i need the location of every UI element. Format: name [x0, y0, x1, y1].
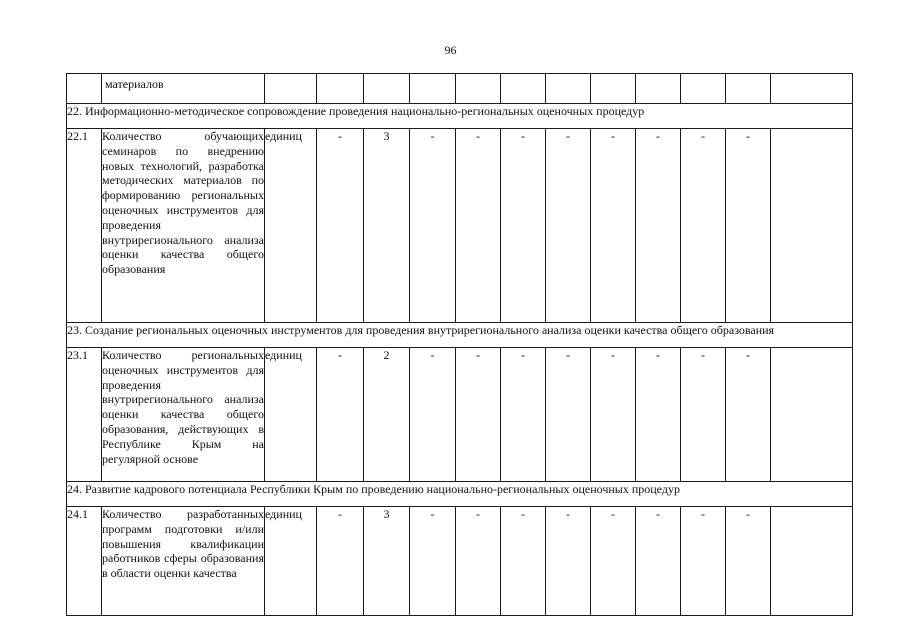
row-value-cell: - — [456, 129, 501, 323]
row-value-cell: - — [726, 348, 771, 482]
row-value-cell: - — [501, 348, 546, 482]
row-value-cell: - — [546, 507, 591, 616]
row-value-cell: - — [726, 507, 771, 616]
table-row — [67, 348, 853, 482]
row-value-cell — [771, 348, 853, 482]
section-header-row — [67, 482, 853, 507]
row-value-cell: - — [317, 129, 364, 323]
row-value-cell: - — [591, 507, 636, 616]
row-value-cell: - — [410, 348, 456, 482]
cell — [501, 74, 546, 104]
row-value-cell: - — [636, 129, 681, 323]
section-header-row — [67, 104, 853, 129]
cell — [681, 74, 726, 104]
section-title: 22. Информационно-методическое сопровождение проведения национально-региональных оценочных процедур — [67, 104, 853, 129]
row-value-cell: 3 — [364, 507, 410, 616]
section-header-row — [67, 323, 853, 348]
row-value-cell: - — [317, 507, 364, 616]
row-value-cell: - — [681, 507, 726, 616]
cell — [771, 74, 853, 104]
section-title: 23. Создание региональных оценочных инструментов для проведения внутрирегионального анализа оценки качества общего образования — [67, 323, 853, 348]
row-value-cell: - — [501, 129, 546, 323]
row-unit: единиц — [265, 348, 317, 482]
row-value-cell: - — [317, 348, 364, 482]
row-number: 24.1 — [67, 507, 102, 616]
table-row — [67, 507, 853, 616]
row-value-cell: - — [636, 348, 681, 482]
cell — [546, 74, 591, 104]
row-value-cell: - — [546, 348, 591, 482]
cell — [456, 74, 501, 104]
row-value-cell: - — [410, 129, 456, 323]
row-value-cell — [771, 507, 853, 616]
cell — [265, 74, 317, 104]
row-value-cell: - — [546, 129, 591, 323]
cell — [67, 74, 102, 104]
cell — [317, 74, 364, 104]
row-value-cell: - — [456, 348, 501, 482]
row-description: Количество разработанных программ подготовки и/или повышения квалификации работников сферы образования в области оценки качества — [102, 507, 265, 616]
row-description: материалов — [102, 74, 265, 104]
row-value-cell: - — [681, 348, 726, 482]
row-value-cell — [771, 129, 853, 323]
cell — [364, 74, 410, 104]
row-value-cell: - — [456, 507, 501, 616]
row-value-cell: - — [501, 507, 546, 616]
row-unit: единиц — [265, 129, 317, 323]
indicators-table — [66, 73, 853, 616]
row-value-cell: - — [636, 507, 681, 616]
row-unit: единиц — [265, 507, 317, 616]
cell — [591, 74, 636, 104]
cell — [726, 74, 771, 104]
table-row-continuation — [67, 74, 853, 104]
row-value-cell: 2 — [364, 348, 410, 482]
row-value-cell: - — [591, 348, 636, 482]
cell — [410, 74, 456, 104]
section-title: 24. Развитие кадрового потенциала Республики Крым по проведению национально-региональных оценочных процедур — [67, 482, 853, 507]
cell — [636, 74, 681, 104]
row-description: Количество региональных оценочных инструментов для проведения внутрирегионального анализа оценки качества общего образования, действующих в Республике Крым на регулярной основе — [102, 348, 265, 482]
row-number: 23.1 — [67, 348, 102, 482]
row-value-cell: - — [591, 129, 636, 323]
row-description: Количество обучающих семинаров по внедрению новых технологий, разработка методических материалов по формированию региональных оценочных инструментов для проведения внутрирегионального анализа оценки качества общего образования — [102, 129, 265, 323]
row-value-cell: - — [681, 129, 726, 323]
row-value-cell: 3 — [364, 129, 410, 323]
row-number: 22.1 — [67, 129, 102, 323]
row-value-cell: - — [726, 129, 771, 323]
row-value-cell: - — [410, 507, 456, 616]
page-number: 96 — [444, 43, 457, 57]
table-row — [67, 129, 853, 323]
